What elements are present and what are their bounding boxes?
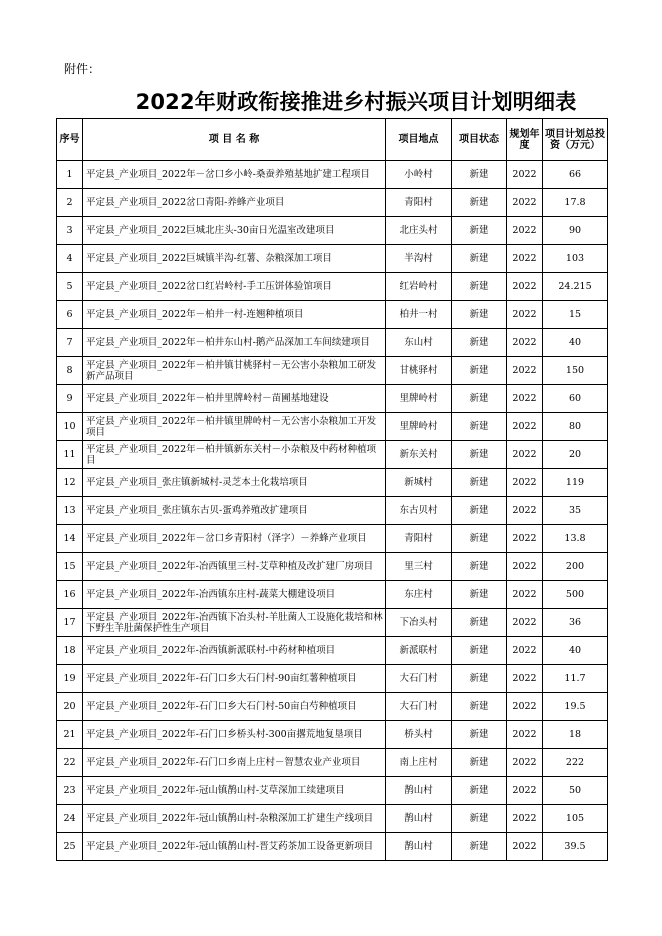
- header-index: 序号: [57, 119, 83, 161]
- cell-year: 2022: [507, 413, 543, 441]
- cell-name: 平定县_产业项目_2022年-冠山镇鹊山村-艾草深加工续建项目: [83, 777, 386, 805]
- cell-investment: 19.5: [543, 693, 608, 721]
- cell-location: 新城村: [386, 469, 452, 497]
- cell-year: 2022: [507, 497, 543, 525]
- cell-location: 南上庄村: [386, 749, 452, 777]
- project-table: [56, 118, 608, 861]
- cell-location: 新派联村: [386, 637, 452, 665]
- cell-year: 2022: [507, 777, 543, 805]
- cell-index: 15: [57, 553, 83, 581]
- cell-index: 18: [57, 637, 83, 665]
- cell-investment: 60: [543, 385, 608, 413]
- cell-location: 红岩岭村: [386, 273, 452, 301]
- cell-status: 新建: [452, 637, 507, 665]
- table-row: [57, 777, 608, 805]
- cell-location: 桥头村: [386, 721, 452, 749]
- table-row: [57, 805, 608, 833]
- table-row: [57, 637, 608, 665]
- cell-name: 平定县_产业项目_2022年－岔口乡小岭-桑蚕养殖基地扩建工程项目: [83, 161, 386, 189]
- cell-year: 2022: [507, 357, 543, 385]
- cell-name: 平定县_产业项目_2022年－柏井里牌岭村－苗圃基地建设: [83, 385, 386, 413]
- cell-name: 平定县_产业项目_2022年-石门口乡南上庄村－智慧农业产业项目: [83, 749, 386, 777]
- cell-location: 柏井一村: [386, 301, 452, 329]
- cell-status: 新建: [452, 161, 507, 189]
- cell-index: 22: [57, 749, 83, 777]
- table-row: [57, 693, 608, 721]
- table-row: [57, 749, 608, 777]
- cell-index: 4: [57, 245, 83, 273]
- cell-location: 甘桃驿村: [386, 357, 452, 385]
- cell-investment: 11.7: [543, 665, 608, 693]
- cell-investment: 90: [543, 217, 608, 245]
- cell-name: 平定县_产业项目_2022巨城镇半沟-红薯、杂粮深加工项目: [83, 245, 386, 273]
- cell-name: 平定县_产业项目_2022年-冶西镇下冶头村-羊肚菌人工设施化栽培和林下野生羊肚菌保护性生产项目: [83, 609, 386, 637]
- cell-status: 新建: [452, 721, 507, 749]
- cell-investment: 36: [543, 609, 608, 637]
- cell-location: 北庄头村: [386, 217, 452, 245]
- cell-index: 13: [57, 497, 83, 525]
- table-row: [57, 329, 608, 357]
- cell-index: 16: [57, 581, 83, 609]
- cell-name: 平定县_产业项目_2022年-冶西镇东庄村-蔬菜大棚建设项目: [83, 581, 386, 609]
- cell-location: 小岭村: [386, 161, 452, 189]
- cell-year: 2022: [507, 749, 543, 777]
- cell-status: 新建: [452, 805, 507, 833]
- cell-index: 19: [57, 665, 83, 693]
- table-row: [57, 385, 608, 413]
- cell-name: 平定县_产业项目_2022年-冶西镇里三村-艾草种植及改扩建厂房项目: [83, 553, 386, 581]
- cell-index: 2: [57, 189, 83, 217]
- cell-status: 新建: [452, 553, 507, 581]
- cell-name: 平定县_产业项目_2022年-石门口乡大石门村-50亩白芍种植项目: [83, 693, 386, 721]
- cell-location: 东古贝村: [386, 497, 452, 525]
- cell-year: 2022: [507, 441, 543, 469]
- cell-location: 东庄村: [386, 581, 452, 609]
- table-row: [57, 301, 608, 329]
- cell-year: 2022: [507, 385, 543, 413]
- cell-investment: 150: [543, 357, 608, 385]
- cell-status: 新建: [452, 217, 507, 245]
- cell-status: 新建: [452, 609, 507, 637]
- table-row: [57, 413, 608, 441]
- cell-year: 2022: [507, 189, 543, 217]
- cell-name: 平定县_产业项目_2022岔口青阳-养蜂产业项目: [83, 189, 386, 217]
- header-location: 项目地点: [386, 119, 452, 161]
- cell-year: 2022: [507, 721, 543, 749]
- table-row: [57, 357, 608, 385]
- cell-status: 新建: [452, 665, 507, 693]
- table-row: [57, 609, 608, 637]
- cell-status: 新建: [452, 497, 507, 525]
- cell-index: 23: [57, 777, 83, 805]
- cell-index: 5: [57, 273, 83, 301]
- table-row: [57, 721, 608, 749]
- cell-status: 新建: [452, 749, 507, 777]
- cell-name: 平定县_产业项目_2022年-石门口乡大石门村-90亩红薯种植项目: [83, 665, 386, 693]
- header-investment: 项目计划总投资（万元）: [543, 119, 608, 161]
- table-body: [57, 161, 608, 861]
- cell-investment: 20: [543, 441, 608, 469]
- cell-name: 平定县_产业项目_2022年-冠山镇鹊山村-杂粮深加工扩建生产线项目: [83, 805, 386, 833]
- cell-location: 鹊山村: [386, 777, 452, 805]
- cell-year: 2022: [507, 665, 543, 693]
- cell-investment: 15: [543, 301, 608, 329]
- cell-index: 25: [57, 833, 83, 861]
- cell-year: 2022: [507, 245, 543, 273]
- cell-location: 里牌岭村: [386, 385, 452, 413]
- cell-year: 2022: [507, 161, 543, 189]
- cell-investment: 18: [543, 721, 608, 749]
- cell-investment: 222: [543, 749, 608, 777]
- cell-year: 2022: [507, 637, 543, 665]
- table-row: [57, 833, 608, 861]
- cell-name: 平定县_产业项目_2022岔口红岩岭村-手工压饼体验馆项目: [83, 273, 386, 301]
- cell-year: 2022: [507, 833, 543, 861]
- cell-investment: 103: [543, 245, 608, 273]
- cell-name: 平定县_产业项目_2022年-冠山镇鹊山村-晋艾药茶加工设备更新项目: [83, 833, 386, 861]
- cell-status: 新建: [452, 273, 507, 301]
- cell-index: 24: [57, 805, 83, 833]
- cell-location: 里三村: [386, 553, 452, 581]
- cell-status: 新建: [452, 777, 507, 805]
- cell-status: 新建: [452, 469, 507, 497]
- header-name: 项 目 名 称: [83, 119, 386, 161]
- cell-year: 2022: [507, 553, 543, 581]
- cell-location: 青阳村: [386, 189, 452, 217]
- cell-status: 新建: [452, 189, 507, 217]
- cell-location: 大石门村: [386, 693, 452, 721]
- cell-index: 7: [57, 329, 83, 357]
- cell-location: 东山村: [386, 329, 452, 357]
- cell-year: 2022: [507, 581, 543, 609]
- table-row: [57, 581, 608, 609]
- cell-index: 14: [57, 525, 83, 553]
- cell-status: 新建: [452, 693, 507, 721]
- attachment-label: 附件：: [64, 62, 101, 76]
- table-row: [57, 245, 608, 273]
- cell-investment: 50: [543, 777, 608, 805]
- cell-index: 21: [57, 721, 83, 749]
- cell-investment: 119: [543, 469, 608, 497]
- table-row: [57, 217, 608, 245]
- table-row: [57, 441, 608, 469]
- table-row: [57, 189, 608, 217]
- cell-investment: 500: [543, 581, 608, 609]
- table-row: [57, 525, 608, 553]
- cell-index: 12: [57, 469, 83, 497]
- cell-year: 2022: [507, 525, 543, 553]
- cell-name: 平定县_产业项目_2022年－柏井镇里牌岭村－无公害小杂粮加工开发项目: [83, 413, 386, 441]
- cell-status: 新建: [452, 581, 507, 609]
- cell-investment: 105: [543, 805, 608, 833]
- table-row: [57, 161, 608, 189]
- cell-status: 新建: [452, 245, 507, 273]
- cell-investment: 40: [543, 329, 608, 357]
- cell-name: 平定县_产业项目_2022巨城北庄头-30亩日光温室改建项目: [83, 217, 386, 245]
- cell-status: 新建: [452, 413, 507, 441]
- cell-location: 新东关村: [386, 441, 452, 469]
- cell-investment: 40: [543, 637, 608, 665]
- cell-status: 新建: [452, 833, 507, 861]
- table-row: [57, 497, 608, 525]
- cell-year: 2022: [507, 609, 543, 637]
- cell-investment: 80: [543, 413, 608, 441]
- cell-status: 新建: [452, 357, 507, 385]
- page-title: 2022年财政衔接推进乡村振兴项目计划明细表: [135, 90, 577, 114]
- cell-status: 新建: [452, 385, 507, 413]
- cell-status: 新建: [452, 329, 507, 357]
- cell-investment: 39.5: [543, 833, 608, 861]
- cell-name: 平定县_产业项目_2022年－柏井镇新东关村－小杂粮及中药材种植项目: [83, 441, 386, 469]
- cell-index: 8: [57, 357, 83, 385]
- cell-year: 2022: [507, 273, 543, 301]
- header-status: 项目状态: [452, 119, 507, 161]
- cell-index: 9: [57, 385, 83, 413]
- cell-location: 鹊山村: [386, 833, 452, 861]
- cell-investment: 200: [543, 553, 608, 581]
- cell-location: 青阳村: [386, 525, 452, 553]
- cell-location: 里牌岭村: [386, 413, 452, 441]
- cell-year: 2022: [507, 469, 543, 497]
- cell-location: 鹊山村: [386, 805, 452, 833]
- header-row: [57, 119, 608, 161]
- cell-name: 平定县_产业项目_2022年-石门口乡桥头村-300亩撂荒地复垦项目: [83, 721, 386, 749]
- table-row: [57, 665, 608, 693]
- cell-name: 平定县_产业项目_张庄镇东古贝-蛋鸡养殖改扩建项目: [83, 497, 386, 525]
- cell-index: 10: [57, 413, 83, 441]
- cell-investment: 17.8: [543, 189, 608, 217]
- cell-name: 平定县_产业项目_2022年－柏井镇甘桃驿村－无公害小杂粮加工研发新产品项目: [83, 357, 386, 385]
- cell-investment: 24.215: [543, 273, 608, 301]
- cell-name: 平定县_产业项目_2022年－柏井一村-连翘种植项目: [83, 301, 386, 329]
- table-row: [57, 273, 608, 301]
- cell-index: 3: [57, 217, 83, 245]
- cell-year: 2022: [507, 329, 543, 357]
- header-year: 规划年度: [507, 119, 543, 161]
- cell-status: 新建: [452, 525, 507, 553]
- cell-investment: 66: [543, 161, 608, 189]
- cell-index: 17: [57, 609, 83, 637]
- cell-year: 2022: [507, 805, 543, 833]
- cell-name: 平定县_产业项目_2022年-冶西镇新派联村-中药材种植项目: [83, 637, 386, 665]
- cell-name: 平定县_产业项目_张庄镇新城村-灵芝本土化栽培项目: [83, 469, 386, 497]
- cell-investment: 13.8: [543, 525, 608, 553]
- cell-location: 下冶头村: [386, 609, 452, 637]
- cell-name: 平定县_产业项目_2022年－岔口乡青阳村（泽字）－养蜂产业项目: [83, 525, 386, 553]
- table-row: [57, 553, 608, 581]
- cell-investment: 35: [543, 497, 608, 525]
- cell-status: 新建: [452, 441, 507, 469]
- cell-year: 2022: [507, 301, 543, 329]
- cell-status: 新建: [452, 301, 507, 329]
- cell-year: 2022: [507, 217, 543, 245]
- cell-year: 2022: [507, 693, 543, 721]
- cell-location: 大石门村: [386, 665, 452, 693]
- table-row: [57, 469, 608, 497]
- cell-index: 11: [57, 441, 83, 469]
- cell-index: 1: [57, 161, 83, 189]
- cell-location: 半沟村: [386, 245, 452, 273]
- cell-index: 6: [57, 301, 83, 329]
- cell-name: 平定县_产业项目_2022年－柏井东山村-鹅产品深加工车间续建项目: [83, 329, 386, 357]
- cell-index: 20: [57, 693, 83, 721]
